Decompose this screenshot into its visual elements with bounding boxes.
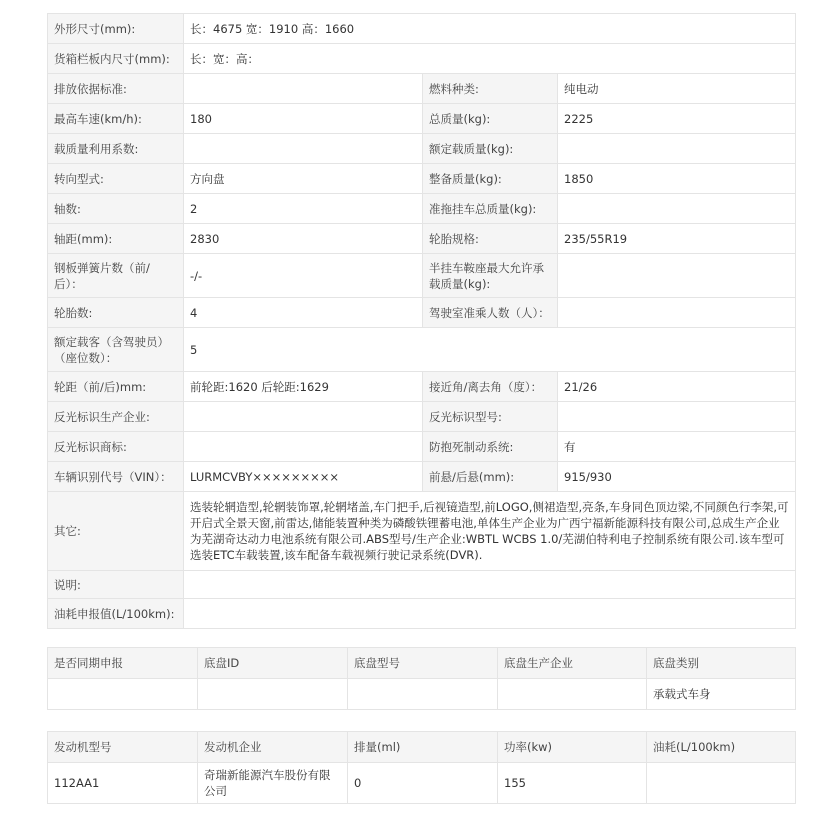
spec-value (184, 432, 423, 462)
spec-row (48, 194, 796, 224)
column-header: 发动机企业 (198, 732, 348, 763)
spec-row-other (48, 492, 796, 571)
spec-key: 转向型式: (48, 164, 184, 194)
spec-value: 长：宽：高： (184, 44, 796, 74)
spec-key: 排放依据标准: (48, 74, 184, 104)
spec-value: LURMCVBY××××××××× (184, 462, 423, 492)
spec-value: 前轮距:1620 后轮距:1629 (184, 372, 423, 402)
table-row (48, 763, 796, 804)
table-cell (198, 679, 348, 710)
spec-value (184, 571, 796, 599)
table-cell (498, 679, 647, 710)
spec-row (48, 134, 796, 164)
spec-row-fuel (48, 599, 796, 629)
spec-key: 轴距(mm): (48, 224, 184, 254)
column-header: 油耗(L/100km) (647, 732, 796, 763)
spec-key: 说明: (48, 571, 184, 599)
table-cell: 112AA1 (48, 763, 198, 804)
spec-key: 总质量(kg): (423, 104, 558, 134)
chassis-header-row (48, 648, 796, 679)
spec-value (558, 254, 796, 298)
column-header: 发动机型号 (48, 732, 198, 763)
spec-row (48, 104, 796, 134)
engine-table-container (47, 731, 795, 804)
spec-row (48, 462, 796, 492)
spec-key: 前悬/后悬(mm): (423, 462, 558, 492)
column-header: 底盘型号 (348, 648, 498, 679)
column-header: 底盘类别 (647, 648, 796, 679)
column-header: 底盘生产企业 (498, 648, 647, 679)
spec-value: 2225 (558, 104, 796, 134)
column-header: 是否同期申报 (48, 648, 198, 679)
table-cell: 承载式车身 (647, 679, 796, 710)
spec-row-cargo-dimensions (48, 44, 796, 74)
spec-key: 半挂车鞍座最大允许承载质量(kg): (423, 254, 558, 298)
spec-value (558, 298, 796, 328)
spec-key: 车辆识别代号（VIN）： (48, 462, 184, 492)
column-header: 功率(kw) (498, 732, 647, 763)
spec-value: 180 (184, 104, 423, 134)
table-cell (647, 763, 796, 804)
spec-value: 1850 (558, 164, 796, 194)
spec-row-dimensions (48, 14, 796, 44)
table-row (48, 679, 796, 710)
spec-value (558, 194, 796, 224)
spec-row (48, 372, 796, 402)
spec-key: 轮距（前/后)mm: (48, 372, 184, 402)
spec-key: 反光标识型号: (423, 402, 558, 432)
spec-value: 2 (184, 194, 423, 224)
spec-value: 选装轮辋造型,轮辋装饰罩,轮辋堵盖,车门把手,后视镜造型,前LOGO,侧裙造型,亮条,车身同色顶边梁,不同颜色行李架,可开启式全景天窗,前雷达,储能装置种类为磷酸铁锂蓄电池,单体生产企业为广西宁福新能源科技有限公司,总成生产企业为芜湖奇达动力电池系统有限公司.ABS型号/生产企业:WBTL WCBS 1.0/芜湖伯特利电子控制系统有限公司.该车型可选装ETC车载装置,该车配备车载视频行驶记录系统(DVR). (184, 492, 796, 571)
spec-key: 最高车速(km/h): (48, 104, 184, 134)
spec-value (184, 74, 423, 104)
spec-key: 货箱栏板内尺寸(mm): (48, 44, 184, 74)
spec-value (558, 402, 796, 432)
chassis-table (47, 647, 796, 710)
spec-key: 轮胎数: (48, 298, 184, 328)
engine-table (47, 731, 796, 804)
spec-value: 21/26 (558, 372, 796, 402)
spec-key: 额定载质量(kg): (423, 134, 558, 164)
spec-value: 长：4675 宽：1910 高：1660 (184, 14, 796, 44)
spec-key: 接近角/离去角（度）： (423, 372, 558, 402)
spec-value: 915/930 (558, 462, 796, 492)
vehicle-spec-table (47, 13, 796, 629)
chassis-table-container (47, 647, 795, 710)
spec-value (184, 402, 423, 432)
spec-value: 235/55R19 (558, 224, 796, 254)
column-header: 排量(ml) (348, 732, 498, 763)
spec-key: 准拖挂车总质量(kg): (423, 194, 558, 224)
spec-key: 油耗申报值(L/100km): (48, 599, 184, 629)
spec-key: 防抱死制动系统: (423, 432, 558, 462)
table-cell: 奇瑞新能源汽车股份有限公司 (198, 763, 348, 804)
spec-key: 燃料种类: (423, 74, 558, 104)
spec-key: 轮胎规格: (423, 224, 558, 254)
spec-key: 外形尺寸(mm): (48, 14, 184, 44)
spec-value: 方向盘 (184, 164, 423, 194)
spec-row (48, 402, 796, 432)
table-cell (48, 679, 198, 710)
spec-key: 其它: (48, 492, 184, 571)
column-header: 底盘ID (198, 648, 348, 679)
spec-key: 驾驶室准乘人数（人）： (423, 298, 558, 328)
spec-key: 额定载客（含驾驶员）（座位数）： (48, 328, 184, 372)
spec-value: 4 (184, 298, 423, 328)
vehicle-spec-table-container (47, 13, 795, 629)
spec-value (558, 134, 796, 164)
table-cell (348, 679, 498, 710)
spec-row (48, 298, 796, 328)
spec-value: 2830 (184, 224, 423, 254)
spec-key: 整备质量(kg): (423, 164, 558, 194)
spec-row-seats (48, 328, 796, 372)
spec-row (48, 432, 796, 462)
spec-value: -/- (184, 254, 423, 298)
spec-value: 纯电动 (558, 74, 796, 104)
spec-row-note (48, 571, 796, 599)
spec-key: 反光标识商标: (48, 432, 184, 462)
engine-header-row (48, 732, 796, 763)
spec-value: 有 (558, 432, 796, 462)
spec-key: 反光标识生产企业: (48, 402, 184, 432)
spec-key: 载质量利用系数: (48, 134, 184, 164)
spec-key: 钢板弹簧片数（前/后）： (48, 254, 184, 298)
spec-row (48, 254, 796, 298)
spec-row (48, 74, 796, 104)
spec-value (184, 599, 796, 629)
spec-key: 轴数: (48, 194, 184, 224)
table-cell: 0 (348, 763, 498, 804)
table-cell: 155 (498, 763, 647, 804)
spec-value: 5 (184, 328, 796, 372)
spec-row (48, 164, 796, 194)
spec-row (48, 224, 796, 254)
spec-value (184, 134, 423, 164)
